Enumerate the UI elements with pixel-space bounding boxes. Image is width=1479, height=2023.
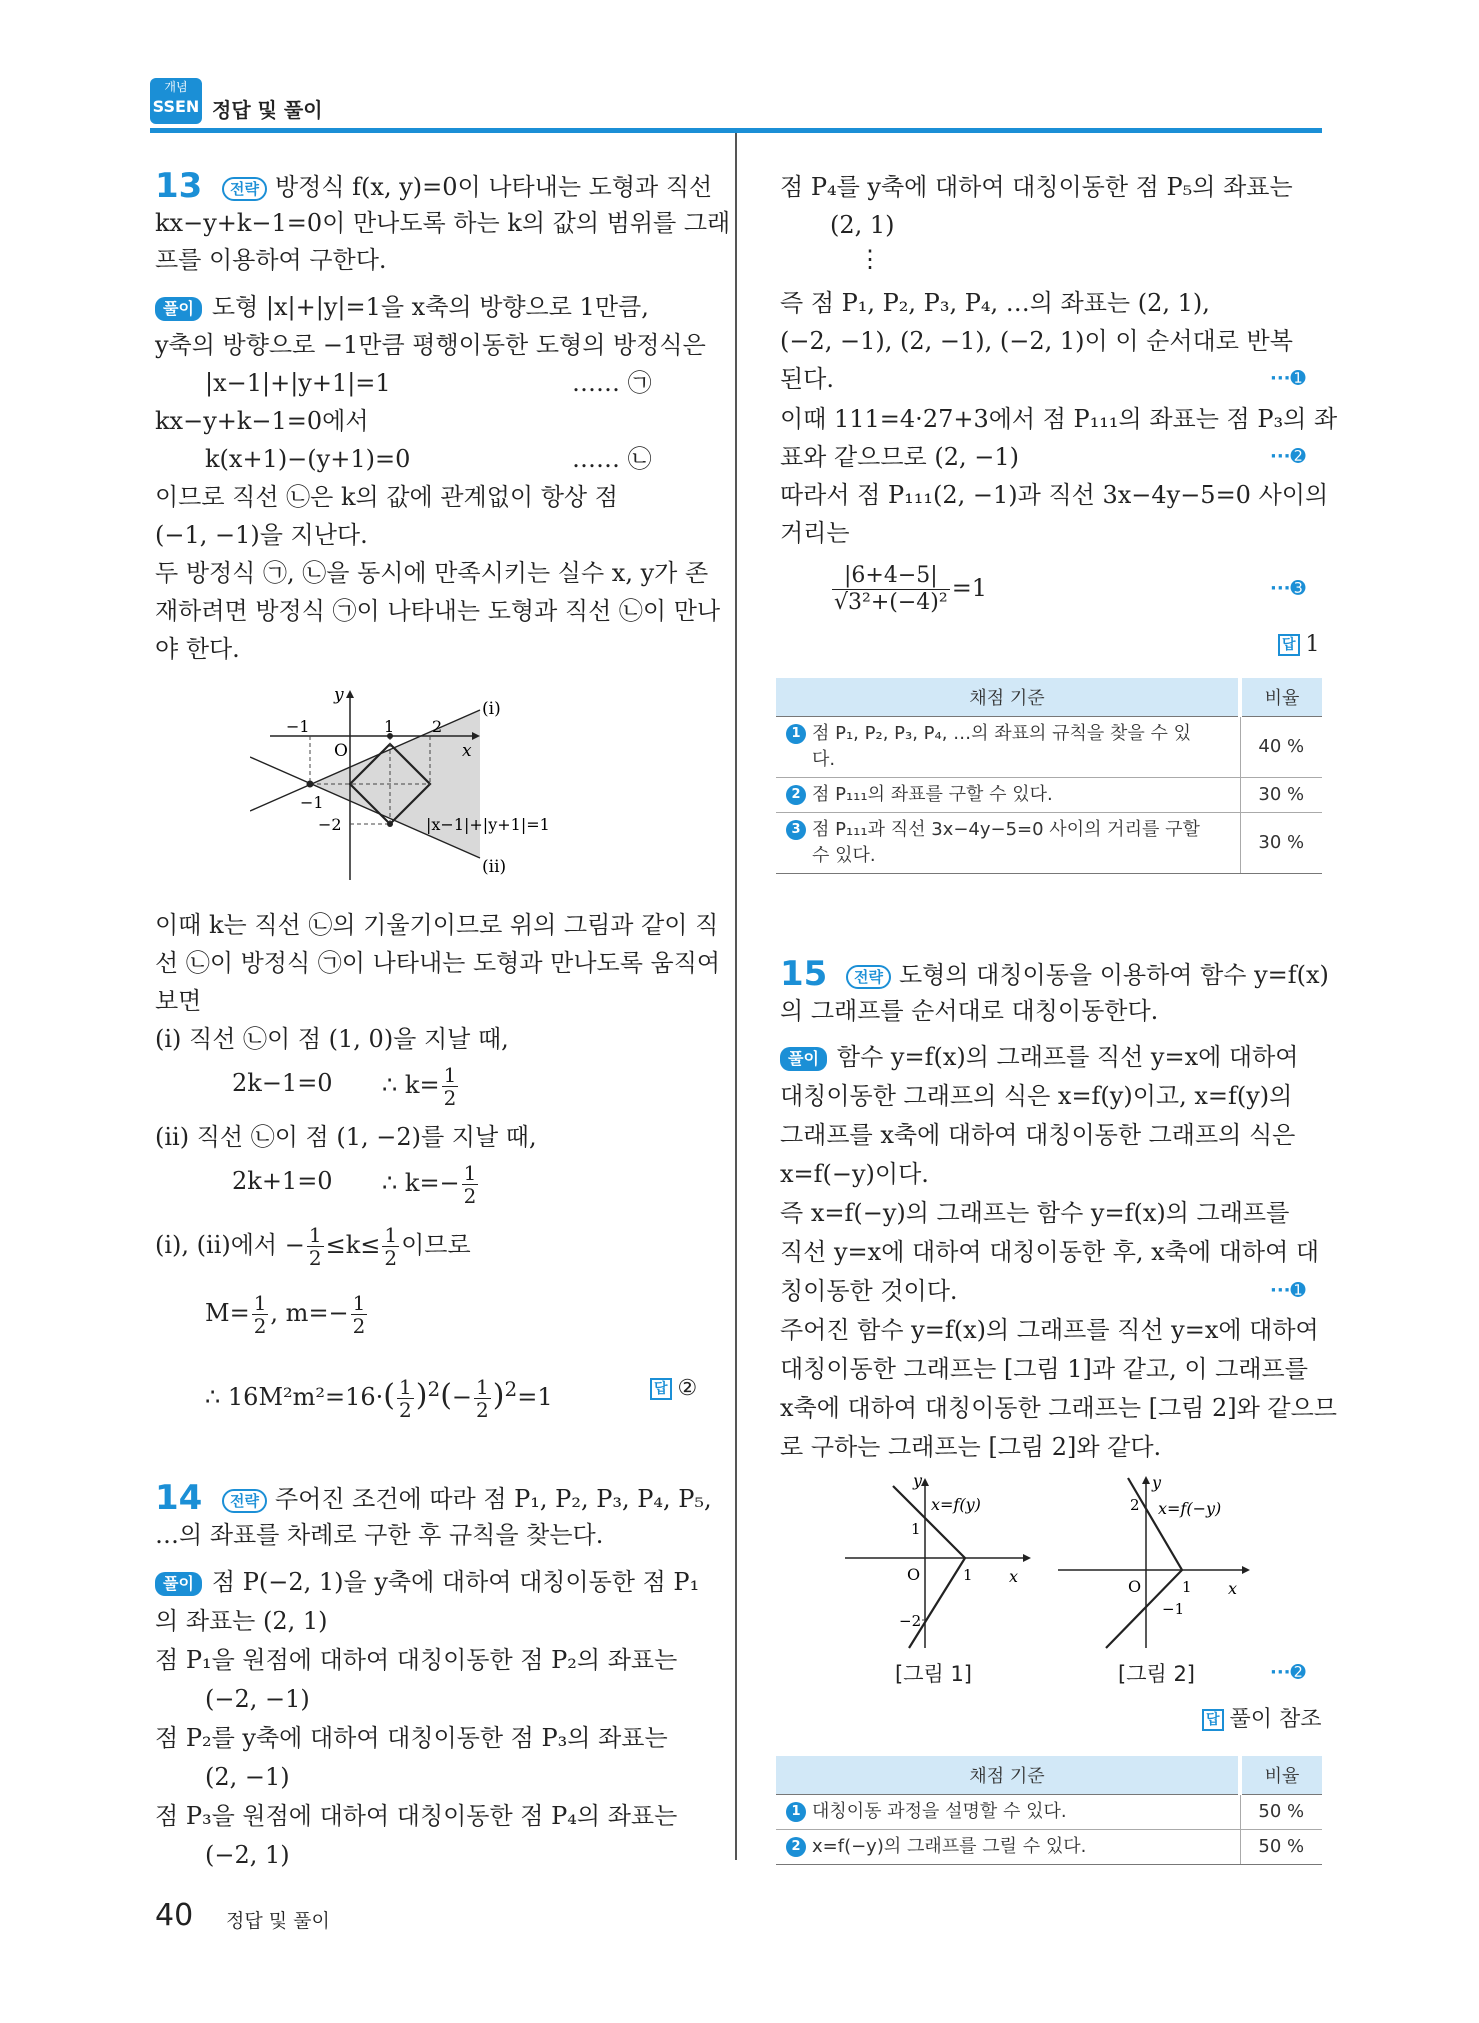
- p13-final: ∴ 16M²m²=16·( $\frac{1}{2}$ )$^2$(− $\frac{1}{2}$ )$^2$=1: [205, 1375, 553, 1422]
- distance-den: √3²+(−4)²: [834, 590, 948, 615]
- p13-eq-mark-1: …… ㉠: [572, 369, 652, 397]
- p13-sol-text-1: 도형 |x|+|y|=1을 x축의 방향으로 1만큼,: [211, 293, 649, 321]
- distance-fraction: [832, 563, 950, 616]
- criteria-number: 2: [786, 1837, 806, 1857]
- table-row: [776, 1794, 1322, 1829]
- fig1-label-x: x: [1009, 1567, 1019, 1586]
- p14-sol-line-3: 점 P₁을 원점에 대하여 대칭이동한 점 P₂의 좌표는: [155, 1646, 678, 1674]
- p13-case-i-eq: [232, 1068, 333, 1098]
- table-cell-criteria: [776, 777, 1240, 812]
- criteria-number: 3: [786, 820, 806, 840]
- problem-13-number: 13: [155, 166, 203, 206]
- graph-label-i: (i): [482, 699, 501, 719]
- fig1-label-y1: 1: [911, 1520, 921, 1538]
- frac-num: 1: [352, 1291, 366, 1315]
- p14-strategy-line-2: …의 좌표를 차례로 구한 후 규칙을 찾는다.: [155, 1521, 604, 1549]
- p14-right-line-10: 거리는: [780, 519, 850, 547]
- strategy-tag: 전략: [222, 1489, 267, 1513]
- fig2-x-arrow: [1242, 1566, 1250, 1574]
- p15-grading-table: [776, 1756, 1322, 1865]
- p13-case-ii-eq-text: 2k+1=0: [232, 1167, 333, 1195]
- p13-case-i-result: [382, 1062, 460, 1109]
- brand-badge-bottom: SSEN: [152, 97, 200, 116]
- p13-case-ii-result: [382, 1160, 480, 1207]
- p13-range-b: ≤k≤: [325, 1231, 381, 1259]
- frac-num: 1: [399, 1375, 412, 1399]
- graph-label-equation: |x−1|+|y+1|=1: [426, 815, 550, 834]
- fig1-func: x=f(y): [931, 1495, 981, 1514]
- fig2-func: x=f(−y): [1158, 1499, 1222, 1518]
- p13-final-a: ∴ 16M²m²=16·: [205, 1383, 384, 1411]
- p13-sol-line-8: 두 방정식 ㉠, ㉡을 동시에 만족시키는 실수 x, y가 존: [155, 559, 709, 587]
- p15-strategy-line-2: 의 그래프를 순서대로 대칭이동한다.: [780, 997, 1159, 1025]
- graph-label-y: y: [334, 685, 344, 705]
- p14-answer-value: 1: [1305, 632, 1320, 657]
- p13-eq-mark-2: …… ㉡: [572, 445, 652, 473]
- page-number: 40: [155, 1898, 194, 1933]
- column-divider: [735, 133, 737, 1860]
- fig1-label-origin: O: [907, 1565, 921, 1584]
- problem-14-number: 14: [155, 1478, 203, 1518]
- table-cell-ratio: 50 %: [1240, 1794, 1322, 1829]
- table-row: [776, 716, 1322, 777]
- fig1-label-x1: 1: [963, 1566, 973, 1584]
- p13-after-line-2: 선 ㉡이 방정식 ㉠이 나타내는 도형과 만나도록 움직여: [155, 949, 721, 977]
- p13-strategy-line-3: 프를 이용하여 구한다.: [155, 246, 387, 274]
- brand-badge-top: 개념: [164, 80, 188, 94]
- p14-right-line-2: (2, 1): [830, 211, 895, 239]
- p15-sol-line-9: 대칭이동한 그래프는 [그림 1]과 같고, 이 그래프를: [780, 1355, 1308, 1383]
- p13-after-line-1: 이때 k는 직선 ㉡의 기울기이므로 위의 그림과 같이 직: [155, 911, 719, 939]
- p14-right-line-6: 된다.: [780, 365, 834, 393]
- fig2-label-y2: 2: [1130, 1496, 1140, 1514]
- criteria-text-cont: 다.: [812, 748, 836, 770]
- p15-sol-line-8: 주어진 함수 y=f(x)의 그래프를 직선 y=x에 대하여: [780, 1316, 1319, 1344]
- p13-sol-line-9: 재하려면 방정식 ㉠이 나타내는 도형과 직선 ㉡이 만나: [155, 597, 721, 625]
- p13-sol-line-2: y축의 방향으로 −1만큼 평행이동한 도형의 방정식은: [155, 331, 706, 359]
- fraction-half: [462, 1162, 479, 1207]
- answer-tag: 답: [1202, 1709, 1224, 1731]
- p13-answer: [650, 1376, 697, 1401]
- p15-sol-line-3: 그래프를 x축에 대하여 대칭이동한 그래프의 식은: [780, 1121, 1296, 1149]
- table-row: [776, 812, 1322, 873]
- frac-den: 2: [253, 1314, 267, 1338]
- pivot-point: [307, 781, 314, 788]
- table-header-criteria: 채점 기준: [776, 1756, 1240, 1794]
- p14-right-line-7: 이때 111=4·27+3에서 점 P₁₁₁의 좌표는 점 P₃의 좌: [780, 405, 1338, 433]
- table-cell-ratio: 50 %: [1240, 1829, 1322, 1864]
- graph-label-x2: 2: [432, 717, 443, 736]
- frac-den: 2: [399, 1398, 412, 1422]
- p14-strategy-line-1: [222, 1484, 712, 1514]
- p15-sol-line-5: 즉 x=f(−y)의 그래프는 함수 y=f(x)의 그래프를: [780, 1199, 1290, 1227]
- criteria-text-cont: 수 있다.: [812, 844, 876, 866]
- p13-M: M=: [205, 1299, 250, 1327]
- p15-sol-line-10: x축에 대하여 대칭이동한 그래프는 [그림 2]와 같으므: [780, 1394, 1337, 1422]
- graph-label-x: x: [462, 741, 472, 761]
- criteria-text: 점 P₁, P₂, P₃, P₄, …의 좌표의 규칙을 찾을 수 있: [812, 722, 1192, 744]
- p14-right-line-9: 따라서 점 P₁₁₁(2, −1)과 직선 3x−4y−5=0 사이의: [780, 481, 1329, 509]
- p14-right-line-3: ⋮: [858, 245, 882, 273]
- strategy-tag: 전략: [846, 965, 891, 989]
- y-axis-arrow: [346, 690, 354, 698]
- fig2-label-x1: 1: [1182, 1578, 1192, 1596]
- p14-distance: [830, 560, 987, 616]
- p14-strategy-text-1: 주어진 조건에 따라 점 P₁, P₂, P₃, P₄, P₅,: [274, 1485, 712, 1513]
- p13-case-ii-k: ∴ k=−: [382, 1169, 460, 1197]
- table-cell-ratio: 30 %: [1240, 812, 1322, 873]
- fig2-label-origin: O: [1128, 1577, 1142, 1596]
- frac-den: 2: [463, 1184, 477, 1208]
- fig1-label-y: y: [913, 1472, 923, 1490]
- table-cell-criteria: [776, 1829, 1240, 1864]
- problem-15-number: 15: [780, 954, 828, 994]
- frac-den: 2: [352, 1314, 366, 1338]
- graph-label-ym2: −2: [318, 815, 342, 834]
- p14-sol-line-5: 점 P₂를 y축에 대하여 대칭이동한 점 P₃의 좌표는: [155, 1724, 668, 1752]
- table-header-ratio: 비율: [1240, 1756, 1322, 1794]
- p13-strategy-text-1: 방정식 f(x, y)=0이 나타내는 도형과 직선: [274, 173, 713, 201]
- criteria-text: 점 P₁₁₁의 좌표를 구할 수 있다.: [812, 783, 1053, 805]
- p15-figure-1: [845, 1472, 1035, 1652]
- distance-num: |6+4−5|: [832, 563, 950, 590]
- fraction-half: [351, 1292, 368, 1337]
- table-cell-criteria: [776, 716, 1240, 777]
- answer-tag: 답: [650, 1378, 672, 1400]
- p15-answer-value: 풀이 참조: [1229, 1707, 1322, 1732]
- p15-mark-1: ···➊: [1270, 1280, 1306, 1301]
- p13-m: , m=−: [270, 1299, 349, 1327]
- p14-sol-line-8: (−2, 1): [205, 1841, 290, 1869]
- fig2-y-arrow: [1142, 1476, 1150, 1484]
- p13-case-i-eq-text: 2k−1=0: [232, 1069, 333, 1097]
- fraction-half: [382, 1224, 399, 1269]
- p14-mark-1: ···➊: [1270, 368, 1306, 389]
- p13-eq-1: |x−1|+|y+1|=1: [205, 369, 391, 397]
- p14-sol-line-6: (2, −1): [205, 1763, 290, 1791]
- p15-answer: [1202, 1702, 1322, 1733]
- header-title: 정답 및 풀이: [212, 98, 323, 122]
- p15-sol-line-7: 칭이동한 것이다.: [780, 1277, 958, 1305]
- table-header-criteria: 채점 기준: [776, 678, 1240, 716]
- p13-case-ii-eq: [232, 1166, 333, 1196]
- p13-after-line-3: 보면: [155, 987, 202, 1015]
- criteria-text: 대칭이동 과정을 설명할 수 있다.: [812, 1800, 1067, 1822]
- p14-sol-line-4: (−2, −1): [205, 1685, 310, 1713]
- fig1-y-arrow: [921, 1478, 929, 1486]
- p13-sol-line-4: kx−y+k−1=0에서: [155, 407, 369, 435]
- fig2-caption: [그림 2]: [1118, 1662, 1195, 1686]
- p13-Mm: [205, 1290, 369, 1337]
- distance-result: =1: [951, 574, 988, 602]
- p13-strategy-line-2: kx−y+k−1=0이 만나도록 하는 k의 값의 범위를 그래: [155, 209, 731, 237]
- frac-den: 2: [443, 1086, 457, 1110]
- fig2-label-ym1: −1: [1162, 1600, 1185, 1618]
- p14-sol-line-2: 의 좌표는 (2, 1): [155, 1607, 328, 1635]
- p14-sol-text-1: 점 P(−2, 1)을 y축에 대하여 대칭이동한 점 P₁: [211, 1568, 700, 1596]
- fraction-half: [442, 1064, 459, 1109]
- fraction-half: [474, 1376, 491, 1421]
- p14-mark-3: ···➌: [1270, 578, 1306, 599]
- table-cell-criteria: [776, 1794, 1240, 1829]
- p15-mark-2: ···➋: [1270, 1662, 1306, 1683]
- frac-den: 2: [308, 1246, 322, 1270]
- solution-tag: 풀이: [780, 1047, 827, 1071]
- frac-num: 1: [476, 1375, 489, 1399]
- p13-eq-2: k(x+1)−(y+1)=0: [205, 445, 411, 473]
- fraction-half: [397, 1376, 414, 1421]
- table-row: [776, 777, 1322, 812]
- p13-case-ii: (ii) 직선 ㉡이 점 (1, −2)를 지날 때,: [155, 1123, 537, 1151]
- graph-label-x1: 1: [384, 717, 395, 736]
- p14-grading-table: [776, 678, 1322, 874]
- solution-tag: 풀이: [155, 297, 202, 321]
- fraction-half: [307, 1224, 324, 1269]
- frac-den: 2: [476, 1398, 489, 1422]
- criteria-text: x=f(−y)의 그래프를 그릴 수 있다.: [812, 1835, 1087, 1857]
- touch-point-2: [387, 821, 393, 827]
- p14-right-line-5: (−2, −1), (2, −1), (−2, 1)이 이 순서대로 반복: [780, 327, 1293, 355]
- p14-sol-line-1: [155, 1567, 699, 1597]
- p14-right-line-8: 표와 같으므로 (2, −1): [780, 443, 1019, 471]
- table-cell-criteria: [776, 812, 1240, 873]
- p13-range-c: 이므로: [401, 1231, 471, 1259]
- p14-answer: [1278, 632, 1320, 657]
- p13-sol-line-7: (−1, −1)을 지난다.: [155, 521, 368, 549]
- p15-strategy-line-1: [846, 960, 1329, 990]
- brand-badge: [150, 78, 202, 124]
- p13-answer-value: ②: [677, 1376, 698, 1401]
- p13-range: [155, 1222, 471, 1269]
- fig2-label-x: x: [1228, 1579, 1238, 1598]
- table-cell-ratio: 40 %: [1240, 716, 1322, 777]
- frac-den: 2: [384, 1246, 398, 1270]
- p15-sol-text-1: 함수 y=f(x)의 그래프를 직선 y=x에 대하여: [836, 1043, 1299, 1071]
- p13-case-i-k: ∴ k=: [382, 1071, 440, 1099]
- p15-sol-line-11: 로 구하는 그래프는 [그림 2]와 같다.: [780, 1433, 1162, 1461]
- footer-label: 정답 및 풀이: [226, 1910, 330, 1932]
- table-row: [776, 1829, 1322, 1864]
- p14-right-line-1: 점 P₄를 y축에 대하여 대칭이동한 점 P₅의 좌표는: [780, 173, 1293, 201]
- frac-num: 1: [463, 1161, 477, 1185]
- p13-sol-line-6: 이므로 직선 ㉡은 k의 값에 관계없이 항상 점: [155, 483, 618, 511]
- p14-right-line-4: 즉 점 P₁, P₂, P₃, P₄, …의 좌표는 (2, 1),: [780, 289, 1210, 317]
- fraction-half: [252, 1292, 269, 1337]
- frac-num: 1: [443, 1063, 457, 1087]
- table-header-ratio: 비율: [1240, 678, 1322, 716]
- p15-sol-line-6: 직선 y=x에 대하여 대칭이동한 후, x축에 대하여 대: [780, 1238, 1320, 1266]
- strategy-tag: 전략: [222, 177, 267, 201]
- p13-graph: [250, 680, 630, 900]
- fig1-caption: [그림 1]: [895, 1662, 972, 1686]
- table-cell-ratio: 30 %: [1240, 777, 1322, 812]
- fig2-label-y: y: [1152, 1473, 1162, 1492]
- p13-strategy-line-1: [222, 172, 712, 202]
- solution-tag: 풀이: [155, 1572, 202, 1596]
- header: [150, 78, 1322, 138]
- graph-label-xm1: −1: [286, 717, 310, 736]
- p14-sol-line-7: 점 P₃을 원점에 대하여 대칭이동한 점 P₄의 좌표는: [155, 1802, 678, 1830]
- p15-sol-line-1: [780, 1042, 1298, 1072]
- p13-case-i: (i) 직선 ㉡이 점 (1, 0)을 지날 때,: [155, 1025, 509, 1053]
- graph-label-ym1: −1: [300, 793, 324, 812]
- p15-sol-line-2: 대칭이동한 그래프의 식은 x=f(y)이고, x=f(y)의: [780, 1082, 1293, 1110]
- frac-num: 1: [384, 1223, 398, 1247]
- frac-num: 1: [253, 1291, 267, 1315]
- criteria-number: 2: [786, 785, 806, 805]
- fig1-label-ym2: −2: [899, 1612, 922, 1630]
- answer-tag: 답: [1278, 634, 1300, 656]
- p13-sol-line-10: 야 한다.: [155, 635, 240, 663]
- graph-label-ii: (ii): [482, 857, 507, 877]
- p15-sol-line-4: x=f(−y)이다.: [780, 1160, 929, 1188]
- criteria-text: 점 P₁₁₁과 직선 3x−4y−5=0 사이의 거리를 구할: [812, 818, 1200, 840]
- p15-strategy-text-1: 도형의 대칭이동을 이용하여 함수 y=f(x): [898, 961, 1329, 989]
- p13-range-a: (i), (ii)에서 −: [155, 1231, 305, 1259]
- graph-label-origin: O: [334, 741, 348, 761]
- criteria-number: 1: [786, 1802, 806, 1822]
- criteria-number: 1: [786, 724, 806, 744]
- p15-figure-2: [1058, 1472, 1258, 1652]
- p13-sol-line-1: [155, 292, 649, 322]
- frac-num: 1: [308, 1223, 322, 1247]
- p13-final-b: =1: [517, 1383, 553, 1411]
- fig1-x-arrow: [1023, 1554, 1031, 1562]
- p14-mark-2: ···➋: [1270, 446, 1306, 467]
